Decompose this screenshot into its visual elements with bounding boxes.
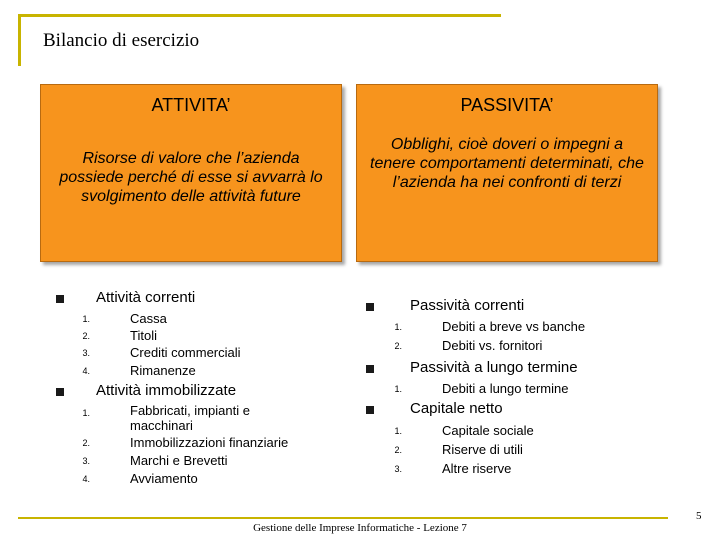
list-item: Debiti vs. fornitori	[442, 338, 543, 353]
capitale-netto-title: Capitale netto	[410, 400, 503, 417]
list-number: 1.	[394, 322, 402, 332]
attivita-panel	[40, 84, 342, 262]
list-item: Capitale sociale	[442, 423, 534, 438]
bullet-icon	[366, 303, 374, 311]
bullet-icon	[366, 406, 374, 414]
passivita-panel	[356, 84, 658, 262]
list-item: Marchi e Brevetti	[130, 453, 228, 468]
list-item: Titoli	[130, 328, 157, 343]
list-item: Cassa	[130, 311, 167, 326]
passivita-correnti-title: Passività correnti	[410, 297, 525, 314]
list-item: Rimanenze	[130, 363, 196, 378]
bullet-icon	[56, 295, 64, 303]
list-item: Fabbricati, impianti e macchinari	[130, 403, 250, 433]
passivita-description: Obblighi, cioè doveri o impegni a tenere comportamenti determinati, che l’azienda ha nei confronti di terzi	[370, 136, 644, 191]
title-accent-horizontal	[18, 14, 501, 17]
list-number: 1.	[394, 426, 402, 436]
list-number: 1.	[82, 314, 90, 324]
page-number: 5	[696, 510, 702, 522]
list-number: 2.	[82, 438, 90, 448]
list-item: Debiti a breve vs banche	[442, 319, 586, 334]
list-item: Immobilizzazioni finanziarie	[130, 435, 289, 450]
footer-text: Gestione delle Imprese Informatiche - Lezione 7	[253, 522, 467, 534]
list-number: 2.	[394, 445, 402, 455]
list-number: 4.	[82, 366, 90, 376]
passivita-lungo-termine-title: Passività a lungo termine	[410, 359, 578, 376]
list-item: Altre riserve	[442, 461, 512, 476]
list-item: Debiti a lungo termine	[442, 381, 569, 396]
list-item: Crediti commerciali	[130, 345, 241, 360]
list-number: 2.	[394, 341, 402, 351]
list-number: 4.	[82, 474, 90, 484]
list-number: 1.	[82, 408, 90, 418]
title-accent-vertical	[18, 14, 21, 66]
bullet-icon	[56, 388, 64, 396]
footer-line	[18, 517, 668, 519]
list-number: 3.	[82, 348, 90, 358]
list-number: 2.	[82, 331, 90, 341]
attivita-immobilizzate-title: Attività immobilizzate	[96, 382, 237, 399]
list-number: 1.	[394, 384, 402, 394]
slide-title: Bilancio di esercizio	[43, 30, 200, 51]
list-item: Avviamento	[130, 471, 198, 486]
attivita-heading: ATTIVITA’	[151, 95, 231, 115]
list-item: Riserve di utili	[442, 442, 523, 457]
bullet-icon	[366, 365, 374, 373]
list-number: 3.	[394, 464, 402, 474]
attivita-description: Risorse di valore che l’azienda possiede perché di esse si avvarrà lo svolgimento delle attività future	[59, 150, 323, 205]
attivita-correnti-title: Attività correnti	[96, 289, 196, 306]
list-number: 3.	[82, 456, 90, 466]
passivita-heading: PASSIVITA’	[460, 95, 554, 115]
